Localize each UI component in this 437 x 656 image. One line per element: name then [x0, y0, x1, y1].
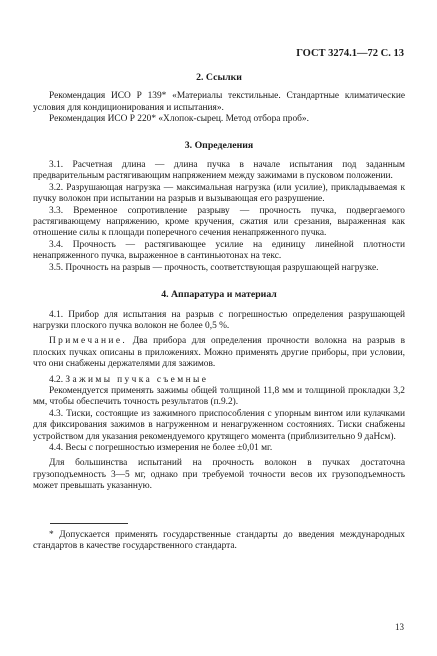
paragraph: Для большинства испытаний на прочность волокон в пучках достаточна грузоподъемность 3—5 мг, однако при требуемой точности весов их грузоподъемность может превышать указанную.	[33, 458, 405, 492]
note-text: Два прибора для определения прочности волокна на разрыв в плоских пучках описаны в приложениях. Можно применять другие приборы, при условии, что они снабжены держателями для зажимов.	[33, 336, 405, 370]
paragraph: 4.3. Тиски, состоящие из зажимного приспособления с упорным винтом или кулачками для фиксирования зажимов в нагруженном и ненагруженном состояниях. Тиски снабжены устройством для указания рекомендуемого крутящего момента (приблизительно 9 даНсм).	[33, 408, 405, 442]
section-title: 4. Аппаратура и материал	[161, 289, 277, 301]
paragraph: Рекомендация ИСО Р 220* «Хлопок-сырец. Метод отбора проб».	[49, 114, 309, 125]
clause-number: 4.2.	[49, 374, 66, 385]
paragraph: 3.1. Расчетная длина — длина пучка в начале испытания под заданным предварительным растягивающим напряжением между зажимами в пусковом положении.	[33, 160, 405, 182]
paragraph: 3.5. Прочность на разрыв — прочность, соответствующая разрушающей нагрузке.	[49, 262, 379, 273]
paragraph: 4.4. Весы с погрешностью измерения не более ±0,01 мг.	[49, 442, 273, 453]
paragraph: 3.3. Временное сопротивление разрыву — прочность пучка, подвергаемого растягивающему напряжению, кроме кручения, сжатия или срезания, выраженная как отношение силы к площади поперечного сечения ненапряженного пучка.	[33, 205, 405, 239]
paragraph: 3.2. Разрушающая нагрузка — максимальная нагрузка (или усилие), прикладываемая к пучку волокон при испытании на разрыв и вызывающая его разрушение.	[33, 182, 405, 205]
clause-title: Зажимы пучка съемные	[65, 374, 209, 385]
section-title: 3. Определения	[184, 139, 254, 151]
paragraph	[33, 375, 405, 386]
paragraph: Рекомендуется применять зажимы общей толщиной 11,8 мм и толщиной прокладки 3,2 мм, чтобы обеспечить точность результатов (п.9.2).	[33, 385, 405, 408]
paragraph: Рекомендация ИСО Р 139* «Материалы текстильные. Стандартные климатические условия для кондиционирования и испытания».	[33, 91, 405, 113]
note-paragraph	[33, 336, 405, 370]
page-header: ГОСТ 3274.1—72 С. 13	[296, 48, 404, 59]
paragraph: 3.4. Прочность — растягивающее усилие на единицу линейной плотности ненапряженного пучка, выраженное в сантиньютонах на текс.	[33, 239, 405, 262]
note-label: Примечание.	[49, 336, 128, 347]
footnote-divider	[50, 523, 128, 524]
section-title: 2. Ссылки	[196, 72, 242, 83]
page-number: 13	[395, 622, 404, 632]
paragraph: 4.1. Прибор для испытания на разрыв с погрешностью определения разрушающей нагрузки плоского пучка волокон не более 0,5 %.	[33, 309, 405, 331]
footnote: * Допускается применять государственные стандарты до введения международных стандартов в качестве государственного стандарта.	[33, 529, 405, 551]
